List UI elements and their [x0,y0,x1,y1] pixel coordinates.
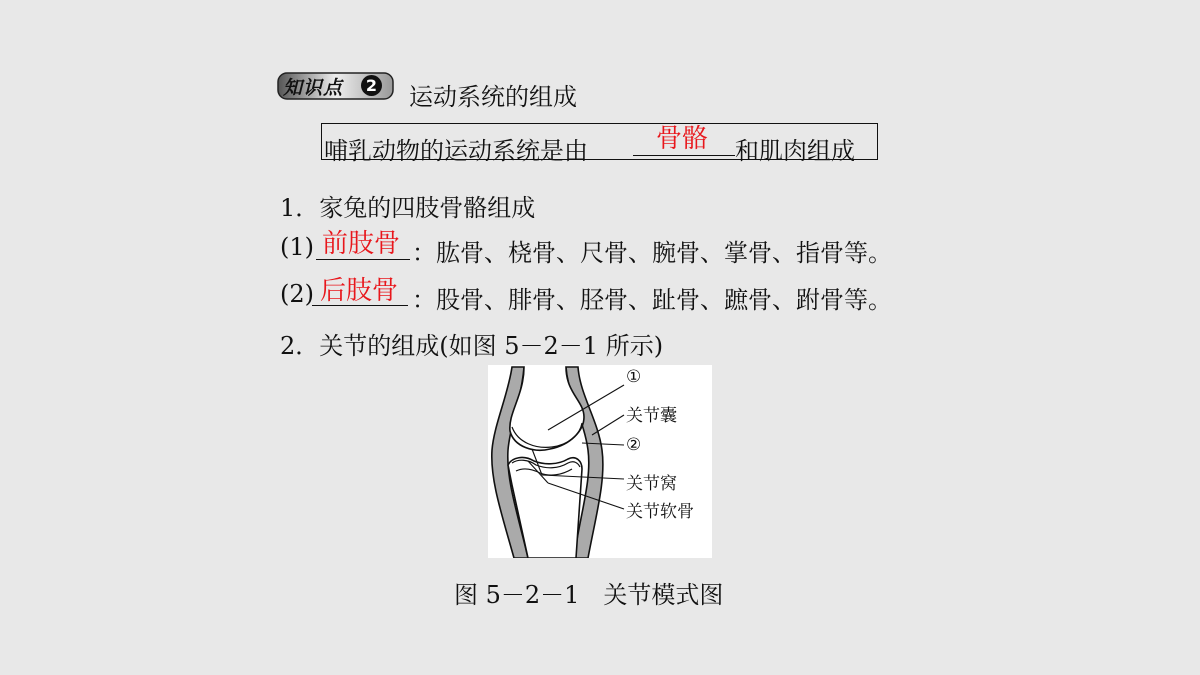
figure-caption: 图 5－2－1 关节模式图 [454,581,724,609]
item1-sub1-rest: ：肱骨、桡骨、尺骨、腕骨、掌骨、指骨等。 [412,239,892,267]
item1-sub1-answer: 前肢骨 [322,229,401,259]
badge-number: 2 [361,75,382,96]
item1-heading: 1．家兔的四肢骨骼组成 [280,194,536,222]
joint-diagram [488,365,712,558]
label-circle-1: ① [626,367,642,387]
summary-blank [633,155,735,156]
item2-heading: 2．关节的组成(如图 5－2－1 所示) [280,332,664,360]
item1-sub2-rest: ：股骨、腓骨、胫骨、趾骨、蹠骨、跗骨等。 [412,286,892,314]
item1-sub2-answer: 后肢骨 [320,276,399,306]
label-joint-capsule: 关节囊 [626,406,677,426]
joint-diagram-drawing [488,365,712,558]
item1-sub1-index: (1) [280,233,314,261]
label-joint-cartilage: 关节软骨 [626,502,694,522]
label-circle-2: ② [626,435,642,455]
label-joint-socket: 关节窝 [626,474,677,494]
section-title: 运动系统的组成 [409,83,577,111]
summary-prefix: 哺乳动物的运动系统是由 [324,137,588,165]
badge-label: 知识点 [283,77,344,99]
item1-sub2-index: (2) [280,280,314,308]
summary-suffix: 和肌肉组成 [735,137,855,165]
summary-answer: 骨骼 [656,124,709,154]
